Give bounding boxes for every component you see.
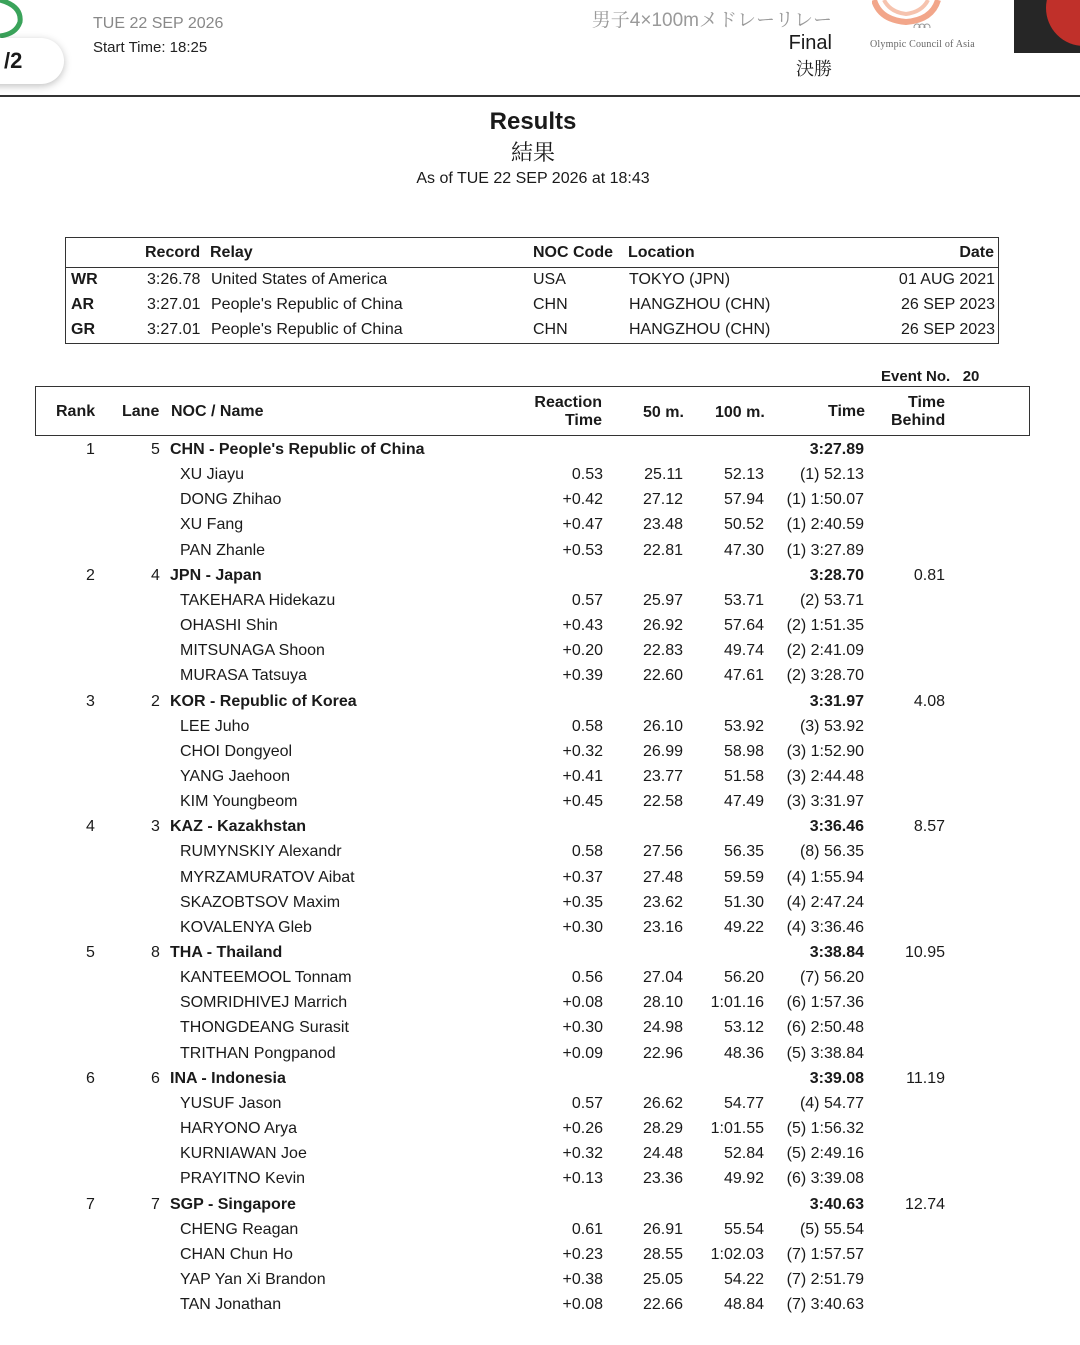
swimmer-row: [0, 989, 1080, 1014]
team-time: 3:40.63: [809, 1195, 864, 1213]
swimmer-reaction-time: 0.57: [571, 1094, 603, 1112]
swimmer-name: TAKEHARA Hidekazu: [180, 591, 336, 609]
page-indicator[interactable]: /2: [0, 38, 64, 84]
swimmer-row: [0, 1115, 1080, 1140]
swimmer-row: [0, 1040, 1080, 1065]
swimmer-cumulative-time: (2) 3:28.70: [786, 667, 864, 685]
team-time-behind: 12.74: [904, 1195, 945, 1213]
swimmer-cumulative-time: (5) 55.54: [799, 1220, 864, 1238]
swimmer-cumulative-time: (8) 56.35: [799, 843, 864, 861]
team-time: 3:38.84: [809, 944, 864, 961]
swimmer-split-100: 54.77: [723, 1094, 764, 1112]
swimmer-split-100: 49.92: [723, 1170, 764, 1188]
team-name: JPN - Japan: [170, 566, 262, 584]
swimmer-split-100: 47.49: [723, 793, 764, 811]
team-row: [0, 436, 1080, 461]
col-behind-line1: Time: [908, 394, 946, 411]
header-date: TUE 22 SEP 2026: [93, 15, 224, 32]
swimmer-split-100: 1:02.03: [710, 1245, 764, 1263]
swimmer-split-50: 28.29: [642, 1120, 683, 1137]
swimmer-name: XU Jiayu: [180, 466, 245, 484]
swimmer-name: CHENG Reagan: [180, 1220, 299, 1238]
oca-sun-logo-icon: [872, 0, 968, 28]
record-code: AR: [71, 296, 95, 313]
swimmer-cumulative-time: (7) 3:40.63: [786, 1296, 864, 1314]
header-divider: [0, 95, 1080, 97]
swimmer-name: SOMRIDHIVEJ Marrich: [180, 994, 348, 1012]
records-col-noc: NOC Code: [533, 244, 613, 261]
swimmer-split-50: 26.62: [642, 1094, 683, 1112]
swimmer-split-100: 56.35: [723, 843, 764, 861]
results-header-row: [35, 386, 1030, 436]
swimmer-split-50: 22.66: [642, 1296, 683, 1314]
swimmer-row: [0, 637, 1080, 662]
swimmer-row: [0, 662, 1080, 687]
swimmer-name: MYRZAMURATOV Aibat: [180, 868, 355, 886]
col-rank: Rank: [56, 403, 96, 420]
swimmer-reaction-time: +0.35: [562, 893, 603, 911]
swimmer-cumulative-time: (3) 3:31.97: [786, 793, 864, 811]
swimmer-split-50: 25.97: [642, 591, 683, 609]
team-name: INA - Indonesia: [170, 1069, 286, 1087]
swimmer-reaction-time: +0.37: [562, 868, 603, 886]
team-time-behind: 11.19: [906, 1069, 945, 1087]
swimmer-reaction-time: +0.23: [562, 1245, 603, 1263]
record-noc: CHN: [533, 296, 568, 313]
swimmer-split-50: 27.04: [642, 969, 683, 987]
swimmer-split-100: 53.92: [723, 717, 764, 735]
swimmer-split-100: 51.58: [723, 767, 764, 785]
swimmer-name: CHAN Chun Ho: [180, 1245, 293, 1263]
swimmer-split-50: 27.48: [642, 868, 683, 886]
photo-thumbnail: [1014, 0, 1080, 53]
team-lane: 5: [151, 441, 160, 458]
swimmer-reaction-time: +0.42: [562, 491, 603, 509]
page-title-jp: 結果: [510, 140, 555, 165]
swimmer-reaction-time: +0.43: [562, 617, 603, 634]
swimmer-reaction-time: +0.30: [562, 1019, 603, 1037]
swimmer-split-100: 52.84: [723, 1145, 764, 1163]
team-lane: 8: [151, 944, 160, 961]
swimmer-reaction-time: +0.32: [562, 742, 603, 760]
swimmer-split-100: 49.74: [723, 642, 764, 660]
team-time-behind: 10.95: [904, 944, 945, 961]
swimmer-split-50: 23.16: [642, 918, 683, 936]
record-row: [66, 268, 998, 293]
swimmer-split-50: 22.81: [642, 541, 683, 559]
as-of-timestamp: As of TUE 22 SEP 2026 at 18:43: [416, 170, 650, 187]
record-noc: USA: [533, 271, 566, 288]
swimmer-split-100: 59.59: [723, 868, 764, 886]
col-reaction-line2: Time: [564, 412, 602, 429]
swimmer-name: YANG Jaehoon: [180, 767, 290, 785]
header-start-time: Start Time: 18:25: [93, 39, 208, 56]
record-date: 26 SEP 2023: [900, 296, 995, 313]
swimmer-split-50: 22.96: [642, 1044, 683, 1062]
swimmer-cumulative-time: (7) 1:57.57: [786, 1245, 864, 1263]
phase-label-jp: 決勝: [796, 59, 832, 79]
swimmer-row: [0, 587, 1080, 612]
swimmer-name: KOVALENYA Gleb: [180, 918, 312, 936]
swimmer-name: KIM Youngbeom: [180, 793, 298, 811]
records-table: [65, 237, 999, 344]
swimmer-name: CHOI Dongyeol: [180, 742, 293, 760]
swimmer-row: [0, 914, 1080, 939]
team-rank: 3: [86, 692, 95, 710]
record-code: GR: [71, 321, 95, 338]
swimmer-name: KURNIAWAN Joe: [180, 1145, 307, 1163]
team-name: SGP - Singapore: [170, 1195, 296, 1213]
swimmer-name: RUMYNSKIY Alexandr: [180, 843, 342, 861]
record-time: 3:26.78: [147, 271, 201, 288]
swimmer-row: [0, 1140, 1080, 1165]
event-number: [881, 368, 979, 385]
swimmer-reaction-time: +0.45: [562, 793, 603, 811]
team-rank: 5: [86, 944, 95, 961]
swimmer-row: [0, 1165, 1080, 1190]
swimmer-name: YUSUF Jason: [180, 1094, 282, 1112]
records-col-record: Record: [145, 244, 201, 261]
team-time: 3:28.70: [809, 566, 864, 584]
swimmer-name: PRAYITNO Kevin: [180, 1170, 306, 1188]
col-lane: Lane: [122, 403, 160, 420]
swimmer-cumulative-time: (5) 3:38.84: [786, 1044, 864, 1062]
swimmer-row: [0, 1014, 1080, 1039]
swimmer-split-50: 26.99: [642, 742, 683, 760]
swimmer-reaction-time: +0.41: [562, 767, 603, 785]
team-rank: 6: [86, 1069, 95, 1087]
swimmer-cumulative-time: (2) 2:41.09: [786, 642, 864, 660]
swimmer-split-50: 26.10: [642, 717, 683, 735]
swimmer-split-100: 50.52: [723, 516, 764, 534]
record-row: [66, 318, 998, 343]
record-noc: CHN: [533, 321, 568, 338]
swimmer-split-50: 22.83: [642, 642, 683, 660]
swimmer-reaction-time: +0.39: [562, 667, 603, 685]
swimmer-reaction-time: +0.26: [562, 1120, 603, 1137]
team-row: [0, 562, 1080, 587]
swimmer-reaction-time: +0.08: [562, 1296, 603, 1314]
records-col-relay: Relay: [210, 244, 253, 261]
record-location: HANGZHOU (CHN): [629, 296, 771, 313]
team-lane: 6: [151, 1069, 160, 1087]
phase-label: Final: [788, 32, 832, 54]
swimmer-reaction-time: 0.53: [571, 466, 603, 484]
swimmer-split-50: 22.58: [642, 793, 683, 811]
swimmer-cumulative-time: (3) 1:52.90: [786, 742, 864, 760]
swimmer-cumulative-time: (5) 1:56.32: [786, 1120, 864, 1137]
swimmer-cumulative-time: (7) 2:51.79: [786, 1270, 864, 1288]
swimmer-name: TAN Jonathan: [180, 1296, 282, 1314]
event-number-label: Event No.: [881, 368, 951, 385]
swimmer-split-50: 26.92: [642, 617, 683, 634]
swimmer-row: [0, 537, 1080, 562]
swimmer-cumulative-time: (1) 3:27.89: [786, 541, 864, 559]
swimmer-cumulative-time: (6) 1:57.36: [786, 994, 864, 1012]
swimmer-row: [0, 964, 1080, 989]
swimmer-reaction-time: 0.57: [571, 591, 603, 609]
swimmer-split-50: 23.77: [642, 767, 683, 785]
swimmer-split-100: 55.54: [723, 1220, 764, 1238]
team-time-behind: 0.81: [913, 566, 945, 584]
swimmer-name: MURASA Tatsuya: [180, 667, 307, 685]
swimmer-row: [0, 713, 1080, 738]
swimmer-split-50: 26.91: [642, 1220, 683, 1238]
swimmer-name: OHASHI Shin: [180, 617, 278, 634]
team-lane: 3: [151, 818, 160, 836]
swimmer-split-100: 57.94: [723, 491, 764, 509]
record-code: WR: [71, 271, 98, 288]
swimmer-name: MITSUNAGA Shoon: [180, 642, 325, 660]
record-time: 3:27.01: [147, 321, 201, 338]
swimmer-row: [0, 511, 1080, 536]
event-name-jp: 男子4×100mメドレーリレー: [591, 10, 832, 31]
event-number-value: 20: [962, 368, 980, 385]
col-reaction-line1: Reaction: [534, 394, 602, 411]
swimmer-split-100: 47.61: [723, 667, 764, 685]
swimmer-cumulative-time: (6) 2:50.48: [786, 1019, 864, 1037]
swimmer-row: [0, 763, 1080, 788]
swimmer-split-100: 49.22: [723, 918, 764, 936]
swimmer-name: PAN Zhanle: [180, 541, 266, 559]
swimmer-split-100: 56.20: [723, 969, 764, 987]
swimmer-reaction-time: +0.38: [562, 1270, 603, 1288]
team-row: [0, 688, 1080, 713]
swimmer-reaction-time: 0.56: [571, 969, 603, 987]
swimmer-split-100: 48.36: [723, 1044, 764, 1062]
swimmer-row: [0, 838, 1080, 863]
team-time-behind: 4.08: [913, 692, 945, 710]
swimmer-split-50: 25.11: [644, 466, 683, 484]
swimmer-reaction-time: 0.61: [571, 1220, 603, 1238]
swimmer-row: [0, 864, 1080, 889]
records-col-location: Location: [628, 244, 695, 261]
team-rank: 4: [86, 818, 95, 836]
swimmer-cumulative-time: (4) 3:36.46: [786, 918, 864, 936]
swimmer-reaction-time: +0.30: [562, 918, 603, 936]
record-time: 3:27.01: [147, 296, 201, 313]
swimmer-split-100: 57.64: [723, 617, 764, 634]
swimmer-cumulative-time: (3) 53.92: [799, 717, 864, 735]
swimmer-split-50: 28.10: [642, 994, 683, 1012]
record-relay: People's Republic of China: [211, 321, 403, 338]
team-row: [0, 1191, 1080, 1216]
team-time-behind: 8.57: [913, 818, 945, 836]
swimmer-cumulative-time: (2) 1:51.35: [786, 617, 864, 634]
swimmer-name: XU Fang: [180, 516, 244, 534]
swimmer-reaction-time: +0.13: [562, 1170, 603, 1188]
swimmer-row: [0, 486, 1080, 511]
record-row: [66, 293, 998, 318]
swimmer-split-100: 48.84: [723, 1296, 764, 1314]
swimmer-cumulative-time: (1) 2:40.59: [786, 516, 864, 534]
swimmer-split-50: 23.36: [642, 1170, 683, 1188]
swimmer-name: TRITHAN Pongpanod: [180, 1044, 336, 1062]
record-location: TOKYO (JPN): [629, 271, 731, 288]
swimmer-split-100: 52.13: [723, 466, 764, 484]
record-location: HANGZHOU (CHN): [629, 321, 771, 338]
swimmer-cumulative-time: (4) 54.77: [799, 1094, 864, 1112]
swimmer-cumulative-time: (6) 3:39.08: [786, 1170, 864, 1188]
swimmer-split-50: 22.60: [642, 667, 683, 685]
swimmer-row: [0, 461, 1080, 486]
team-row: [0, 1065, 1080, 1090]
swimmer-cumulative-time: (7) 56.20: [799, 969, 864, 987]
swimmer-split-100: 53.71: [723, 591, 764, 609]
team-name: THA - Thailand: [170, 944, 283, 961]
swimmer-split-50: 27.12: [642, 491, 683, 509]
swimmer-split-100: 54.22: [723, 1270, 764, 1288]
col-split-100: 100 m.: [715, 404, 765, 421]
swimmer-reaction-time: +0.08: [562, 994, 603, 1012]
col-time: Time: [828, 403, 866, 420]
oca-wordmark: Olympic Council of Asia: [870, 39, 975, 50]
team-name: KOR - Republic of Korea: [170, 692, 357, 710]
swimmer-reaction-time: 0.58: [571, 717, 603, 735]
record-relay: People's Republic of China: [211, 296, 403, 313]
swimmer-name: HARYONO Arya: [180, 1120, 298, 1137]
swimmer-split-50: 27.56: [642, 843, 683, 861]
team-time: 3:31.97: [809, 692, 864, 710]
swimmer-name: YAP Yan Xi Brandon: [180, 1270, 326, 1288]
record-date: 26 SEP 2023: [900, 321, 995, 338]
swimmer-row: [0, 788, 1080, 813]
swimmer-split-100: 58.98: [723, 742, 764, 760]
swimmer-cumulative-time: (4) 2:47.24: [786, 893, 864, 911]
swimmer-cumulative-time: (1) 1:50.07: [786, 491, 864, 509]
team-time: 3:36.46: [809, 818, 864, 836]
swimmer-split-50: 23.62: [642, 893, 683, 911]
swimmer-split-50: 28.55: [642, 1245, 683, 1263]
team-lane: 4: [151, 566, 160, 584]
swimmer-reaction-time: +0.09: [562, 1044, 603, 1062]
swimmer-row: [0, 1291, 1080, 1316]
swimmer-split-50: 23.48: [642, 516, 683, 534]
team-time: 3:39.08: [809, 1069, 864, 1087]
swimmer-split-100: 53.12: [723, 1019, 764, 1037]
swimmer-cumulative-time: (1) 52.13: [799, 466, 864, 484]
swimmer-split-50: 24.98: [642, 1019, 683, 1037]
swimmer-row: [0, 889, 1080, 914]
team-lane: 7: [151, 1195, 160, 1213]
swimmer-cumulative-time: (5) 2:49.16: [786, 1145, 864, 1163]
swimmer-name: LEE Juho: [180, 717, 250, 735]
swimmer-name: DONG Zhihao: [180, 491, 282, 509]
col-split-50: 50 m.: [643, 404, 684, 421]
swimmer-split-50: 24.48: [642, 1145, 683, 1163]
swimmer-cumulative-time: (4) 1:55.94: [786, 868, 864, 886]
swimmer-name: KANTEEMOOL Tonnam: [180, 969, 352, 987]
col-behind-line2: Behind: [891, 412, 946, 429]
page-title: Results: [489, 108, 577, 135]
swimmer-split-100: 47.30: [723, 541, 764, 559]
records-col-date: Date: [959, 244, 994, 261]
swimmer-cumulative-time: (2) 53.71: [799, 591, 864, 609]
team-rank: 7: [86, 1195, 95, 1213]
swimmer-reaction-time: +0.32: [562, 1145, 603, 1163]
team-name: KAZ - Kazakhstan: [170, 818, 307, 836]
swimmer-row: [0, 612, 1080, 637]
team-row: [0, 939, 1080, 964]
swimmer-split-50: 25.05: [642, 1270, 683, 1288]
team-rank: 1: [86, 441, 95, 458]
col-noc-name: NOC / Name: [171, 403, 264, 420]
team-rank: 2: [86, 566, 95, 584]
swimmer-row: [0, 1090, 1080, 1115]
records-header-row: [66, 238, 998, 268]
swimmer-reaction-time: 0.58: [571, 843, 603, 861]
swimmer-name: SKAZOBTSOV Maxim: [180, 893, 341, 911]
record-date: 01 AUG 2021: [898, 271, 995, 288]
swimmer-row: [0, 1216, 1080, 1241]
swimmer-cumulative-time: (3) 2:44.48: [786, 767, 864, 785]
team-time: 3:27.89: [809, 441, 864, 458]
swimmer-row: [0, 1266, 1080, 1291]
games-logo-icon: [0, 0, 26, 40]
swimmer-name: THONGDEANG Surasit: [180, 1019, 349, 1037]
swimmer-row: [0, 738, 1080, 763]
team-lane: 2: [151, 692, 160, 710]
record-relay: United States of America: [211, 271, 388, 288]
swimmer-split-100: 1:01.16: [710, 994, 764, 1012]
swimmer-split-100: 51.30: [723, 893, 764, 911]
team-name: CHN - People's Republic of China: [170, 441, 425, 458]
team-row: [0, 813, 1080, 838]
swimmer-split-100: 1:01.55: [710, 1120, 764, 1137]
swimmer-reaction-time: +0.47: [562, 516, 603, 534]
swimmer-row: [0, 1241, 1080, 1266]
swimmer-reaction-time: +0.20: [562, 642, 603, 660]
swimmer-reaction-time: +0.53: [562, 541, 603, 559]
